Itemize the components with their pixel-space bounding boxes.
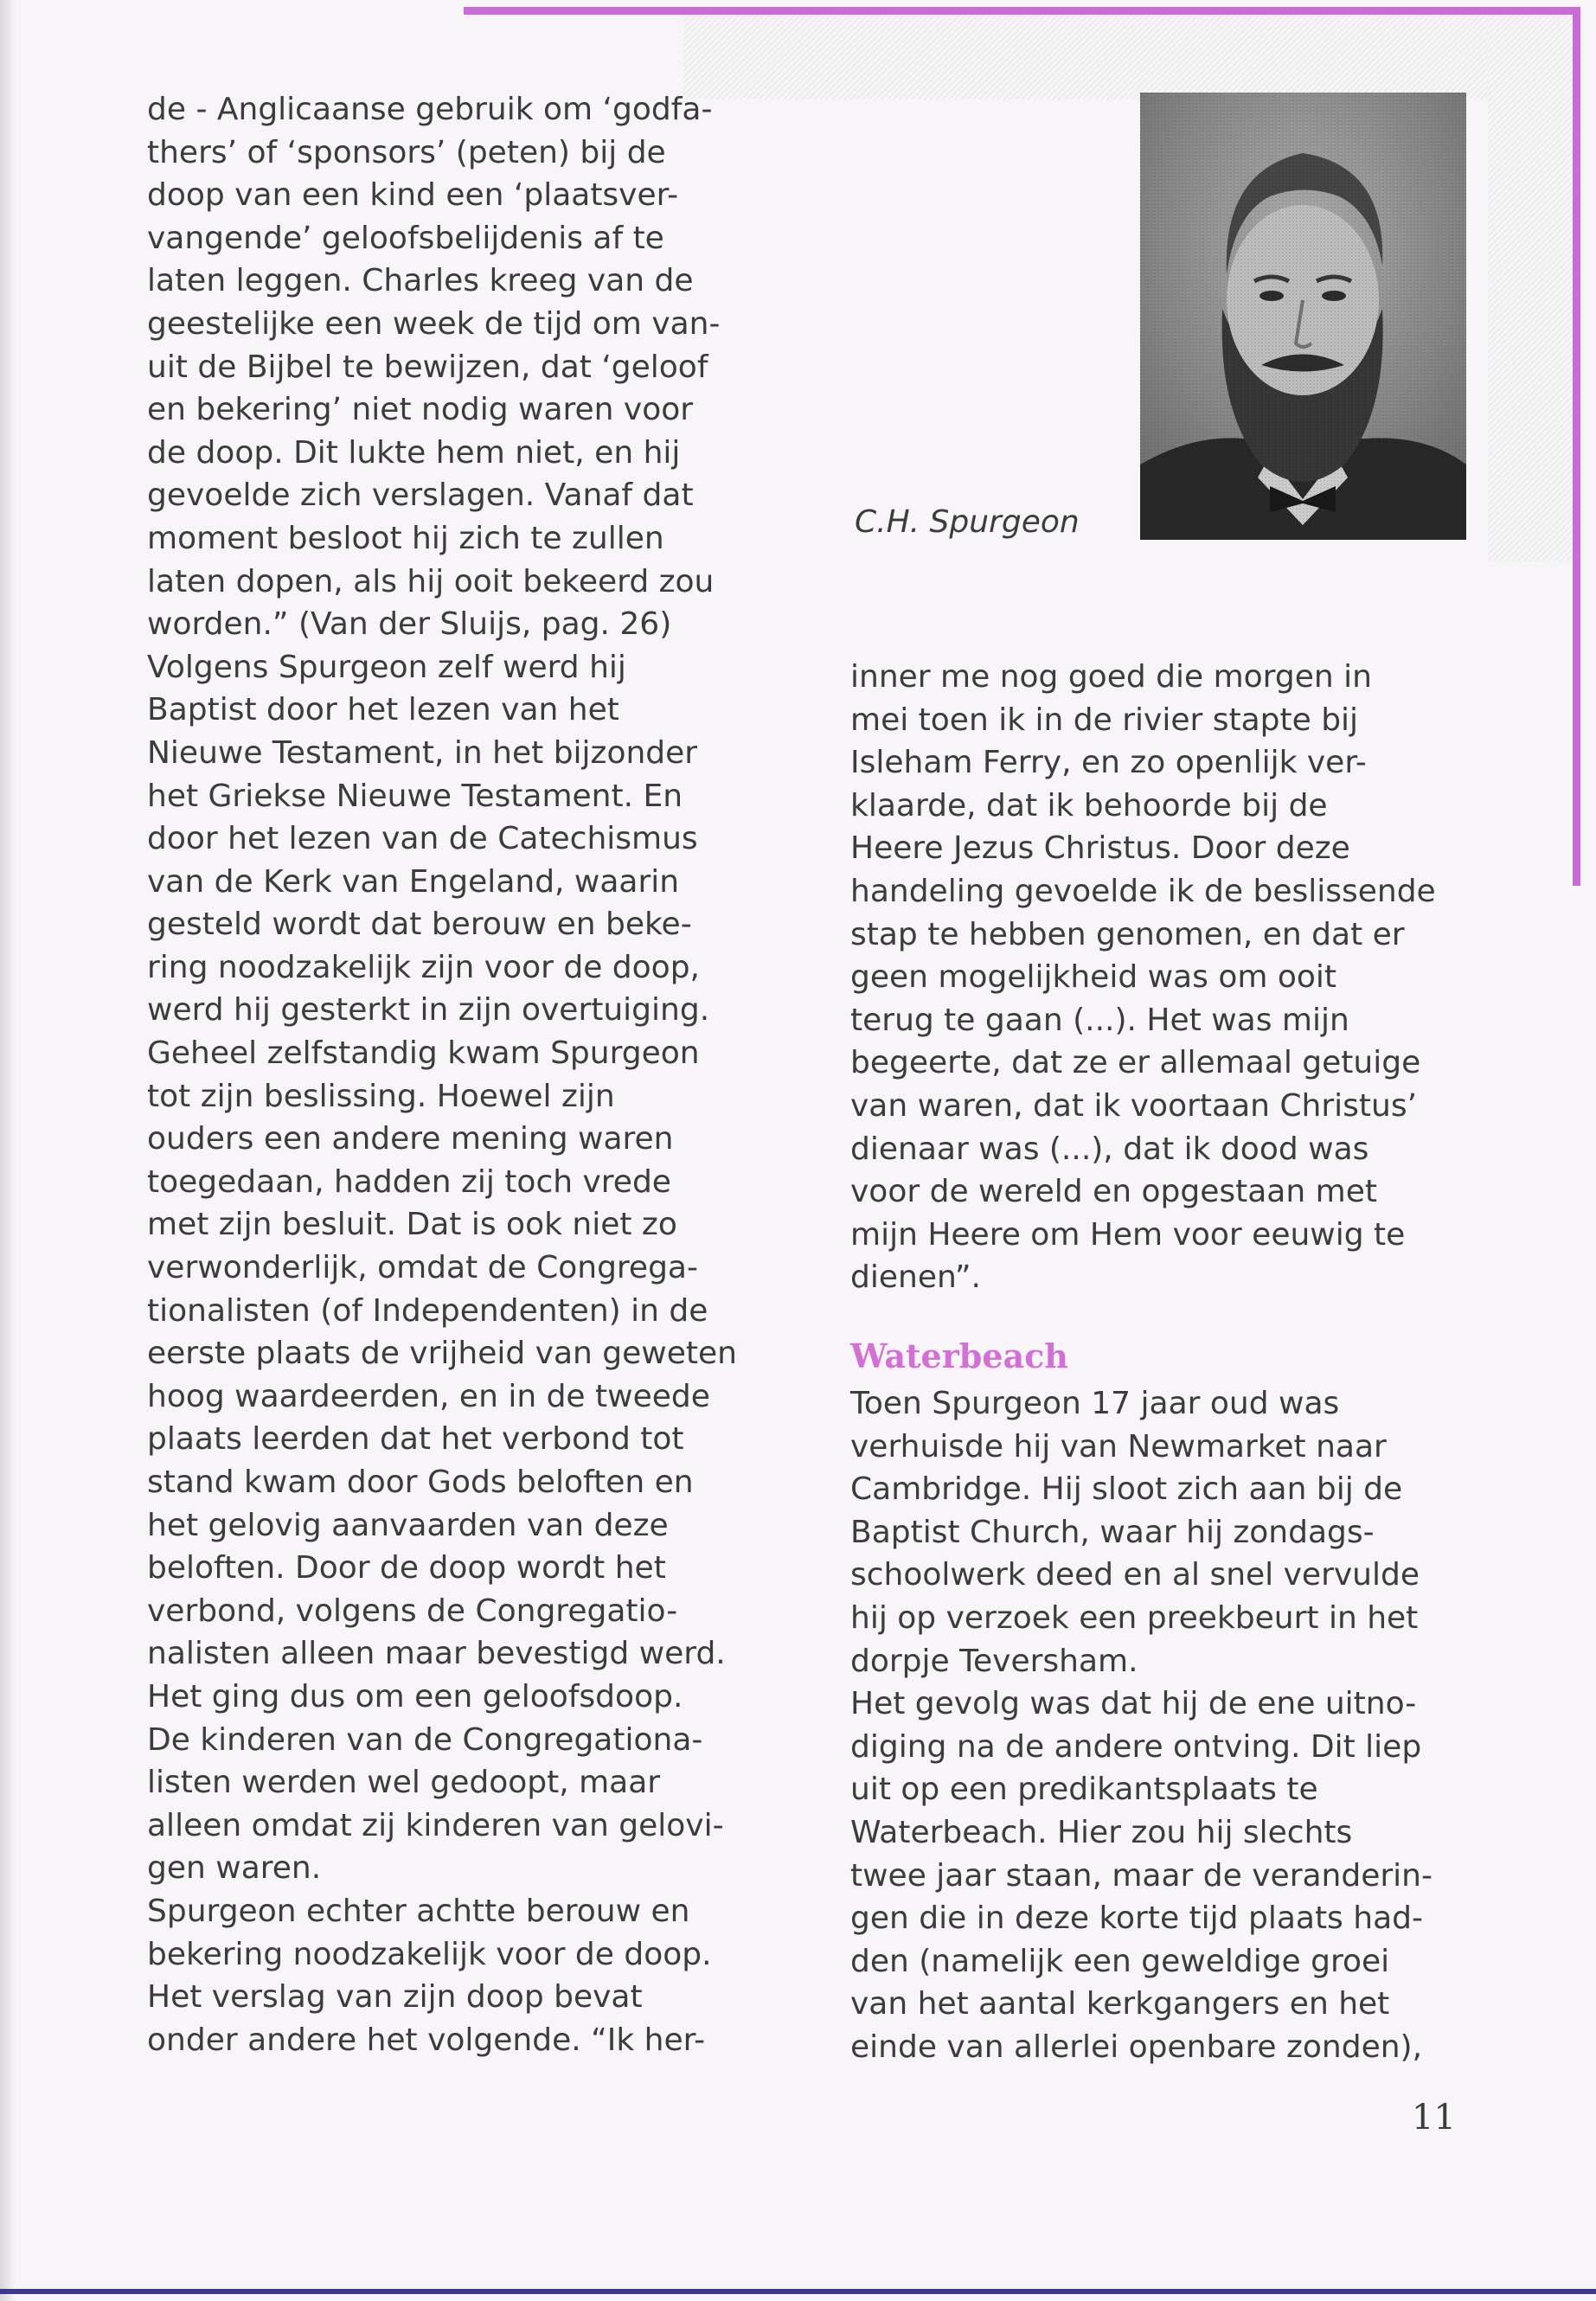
- text-line: dorpje Teversham.: [850, 1643, 1138, 1679]
- page-number: 11: [1412, 2098, 1456, 2138]
- text-line: tot zijn beslissing. Hoewel zijn: [147, 1078, 615, 1114]
- text-line: schoolwerk deed en al snel vervulde: [850, 1557, 1420, 1593]
- text-line: Het ging dus om een geloofsdoop.: [147, 1678, 683, 1715]
- text-line: De kinderen van de Congregationa-: [147, 1721, 703, 1758]
- decorative-bottom-bar: [0, 2289, 1596, 2294]
- text-line: moment besloot hij zich te zullen: [147, 520, 664, 556]
- text-line: het gelovig aanvaarden van deze: [147, 1507, 669, 1543]
- text-line: beloften. Door de doop wordt het: [147, 1550, 666, 1586]
- text-line: diging na de andere ontving. Dit liep: [850, 1728, 1422, 1765]
- text-line: gen die in deze korte tijd plaats had-: [850, 1900, 1423, 1937]
- text-line: verbond, volgens de Congregatio-: [147, 1593, 678, 1629]
- left-column-text: [147, 88, 787, 2061]
- text-line: nalisten alleen maar bevestigd werd.: [147, 1636, 726, 1672]
- text-line: eerste plaats de vrijheid van geweten: [147, 1336, 737, 1372]
- text-line: geen mogelijkheid was om ooit: [850, 959, 1337, 996]
- text-line: Spurgeon echter achtte berouw en: [147, 1893, 690, 1929]
- text-line: van het aantal kerkgangers en het: [850, 1986, 1390, 2022]
- text-line: verhuisde hij van Newmarket naar: [850, 1428, 1387, 1465]
- text-line: van de Kerk van Engeland, waarin: [147, 863, 680, 900]
- text-line: Toen Spurgeon 17 jaar oud was: [850, 1386, 1340, 1421]
- text-line: listen werden wel gedoopt, maar: [147, 1765, 661, 1801]
- text-line: terug te gaan (...). Het was mijn: [850, 1002, 1349, 1038]
- text-line: stap te hebben genomen, en dat er: [850, 916, 1405, 952]
- decorative-hatch-side: [1488, 15, 1573, 561]
- text-line: Het verslag van zijn doop bevat: [147, 1979, 643, 2016]
- decorative-top-bar: [464, 7, 1580, 15]
- text-line: doop van een kind een ‘plaatsver-: [147, 177, 679, 214]
- text-line: voor de wereld en opgestaan met: [850, 1174, 1377, 1210]
- text-line: einde van allerlei openbare zonden),: [850, 2029, 1423, 2065]
- text-line: mei toen ik in de rivier stapte bij: [850, 702, 1359, 738]
- text-line: uit op een predikantsplaats te: [850, 1772, 1318, 1808]
- decorative-right-bar: [1573, 7, 1580, 886]
- text-line: gen waren.: [147, 1850, 322, 1887]
- text-line: geestelijke een week de tijd om van-: [147, 305, 721, 342]
- text-line: onder andere het volgende. “Ik her-: [147, 2022, 706, 2058]
- right-column-text-top: [850, 656, 1490, 1299]
- text-line: de doop. Dit lukte hem niet, en hij: [147, 434, 681, 471]
- text-line: stand kwam door Gods beloften en: [147, 1465, 694, 1500]
- text-line: hoog waardeerden, en in de tweede: [147, 1378, 710, 1414]
- text-line: ouders een andere mening waren: [147, 1121, 674, 1157]
- text-line: de - Anglicaanse gebruik om ‘godfa-: [147, 92, 713, 127]
- text-line: dienaar was (...), dat ik dood was: [850, 1131, 1369, 1167]
- text-line: door het lezen van de Catechismus: [147, 821, 698, 857]
- text-line: laten dopen, als hij ooit bekeerd zou: [147, 563, 715, 599]
- text-line: van waren, dat ik voortaan Christus’: [850, 1087, 1418, 1124]
- text-line: Baptist door het lezen van het: [147, 692, 619, 728]
- text-line: verwonderlijk, omdat de Congrega-: [147, 1250, 698, 1286]
- text-line: Nieuwe Testament, in het bijzonder: [147, 734, 698, 771]
- text-line: twee jaar staan, maar de veranderin-: [850, 1857, 1433, 1894]
- text-line: inner me nog goed die morgen in: [850, 659, 1372, 695]
- text-line: uit de Bijbel te bewijzen, dat ‘geloof: [147, 349, 708, 385]
- text-line: Baptist Church, waar hij zondags-: [850, 1514, 1375, 1550]
- section-heading: Waterbeach: [850, 1336, 1068, 1375]
- text-line: en bekering’ niet nodig waren voor: [147, 392, 694, 428]
- photo-caption: C.H. Spurgeon: [855, 504, 1080, 540]
- text-line: Heere Jezus Christus. Door deze: [850, 830, 1350, 867]
- text-line: klaarde, dat ik behoorde bij de: [850, 787, 1328, 824]
- text-line: met zijn besluit. Dat is ook niet zo: [147, 1207, 677, 1243]
- text-line: laten leggen. Charles kreeg van de: [147, 263, 694, 299]
- text-line: begeerte, dat ze er allemaal getuige: [850, 1045, 1421, 1081]
- text-line: handeling gevoelde ik de beslissende: [850, 873, 1436, 909]
- text-line: gesteld wordt dat berouw en beke-: [147, 907, 692, 943]
- text-line: vangende’ geloofsbelijdenis af te: [147, 220, 664, 256]
- text-line: Het gevolg was dat hij de ene uitno-: [850, 1686, 1417, 1722]
- text-line: hij op verzoek een preekbeurt in het: [850, 1599, 1419, 1636]
- text-line: Cambridge. Hij sloot zich aan bij de: [850, 1471, 1403, 1508]
- text-line: dienen”.: [850, 1259, 981, 1296]
- page-edge-shadow: [0, 0, 16, 2301]
- text-line: alleen omdat zij kinderen van gelovi-: [147, 1807, 724, 1843]
- text-line: Geheel zelfstandig kwam Spurgeon: [147, 1035, 700, 1072]
- right-column-text-bottom: [850, 1382, 1490, 2069]
- text-line: het Griekse Nieuwe Testament. En: [147, 778, 683, 814]
- text-line: ring noodzakelijk zijn voor de doop,: [147, 949, 700, 985]
- text-line: tionalisten (of Independenten) in de: [147, 1292, 708, 1329]
- text-line: plaats leerden dat het verbond tot: [147, 1421, 684, 1458]
- text-line: thers’ of ‘sponsors’ (peten) bij de: [147, 134, 666, 170]
- decorative-hatch-band: [683, 15, 1573, 99]
- text-line: toegedaan, hadden zij toch vrede: [147, 1163, 671, 1200]
- text-line: bekering noodzakelijk voor de doop.: [147, 1936, 712, 1972]
- text-line: Waterbeach. Hier zou hij slechts: [850, 1814, 1353, 1850]
- text-line: Isleham Ferry, en zo openlijk ver-: [850, 745, 1367, 781]
- text-line: mijn Heere om Hem voor eeuwig te: [850, 1216, 1406, 1253]
- text-line: werd hij gesterkt in zijn overtuiging.: [147, 992, 710, 1029]
- text-line: den (namelijk een geweldige groei: [850, 1943, 1390, 1979]
- portrait-photo: [1140, 93, 1466, 540]
- text-line: Volgens Spurgeon zelf werd hij: [147, 649, 626, 685]
- text-line: gevoelde zich verslagen. Vanaf dat: [147, 478, 694, 514]
- text-line: worden.” (Van der Sluijs, pag. 26): [147, 606, 672, 643]
